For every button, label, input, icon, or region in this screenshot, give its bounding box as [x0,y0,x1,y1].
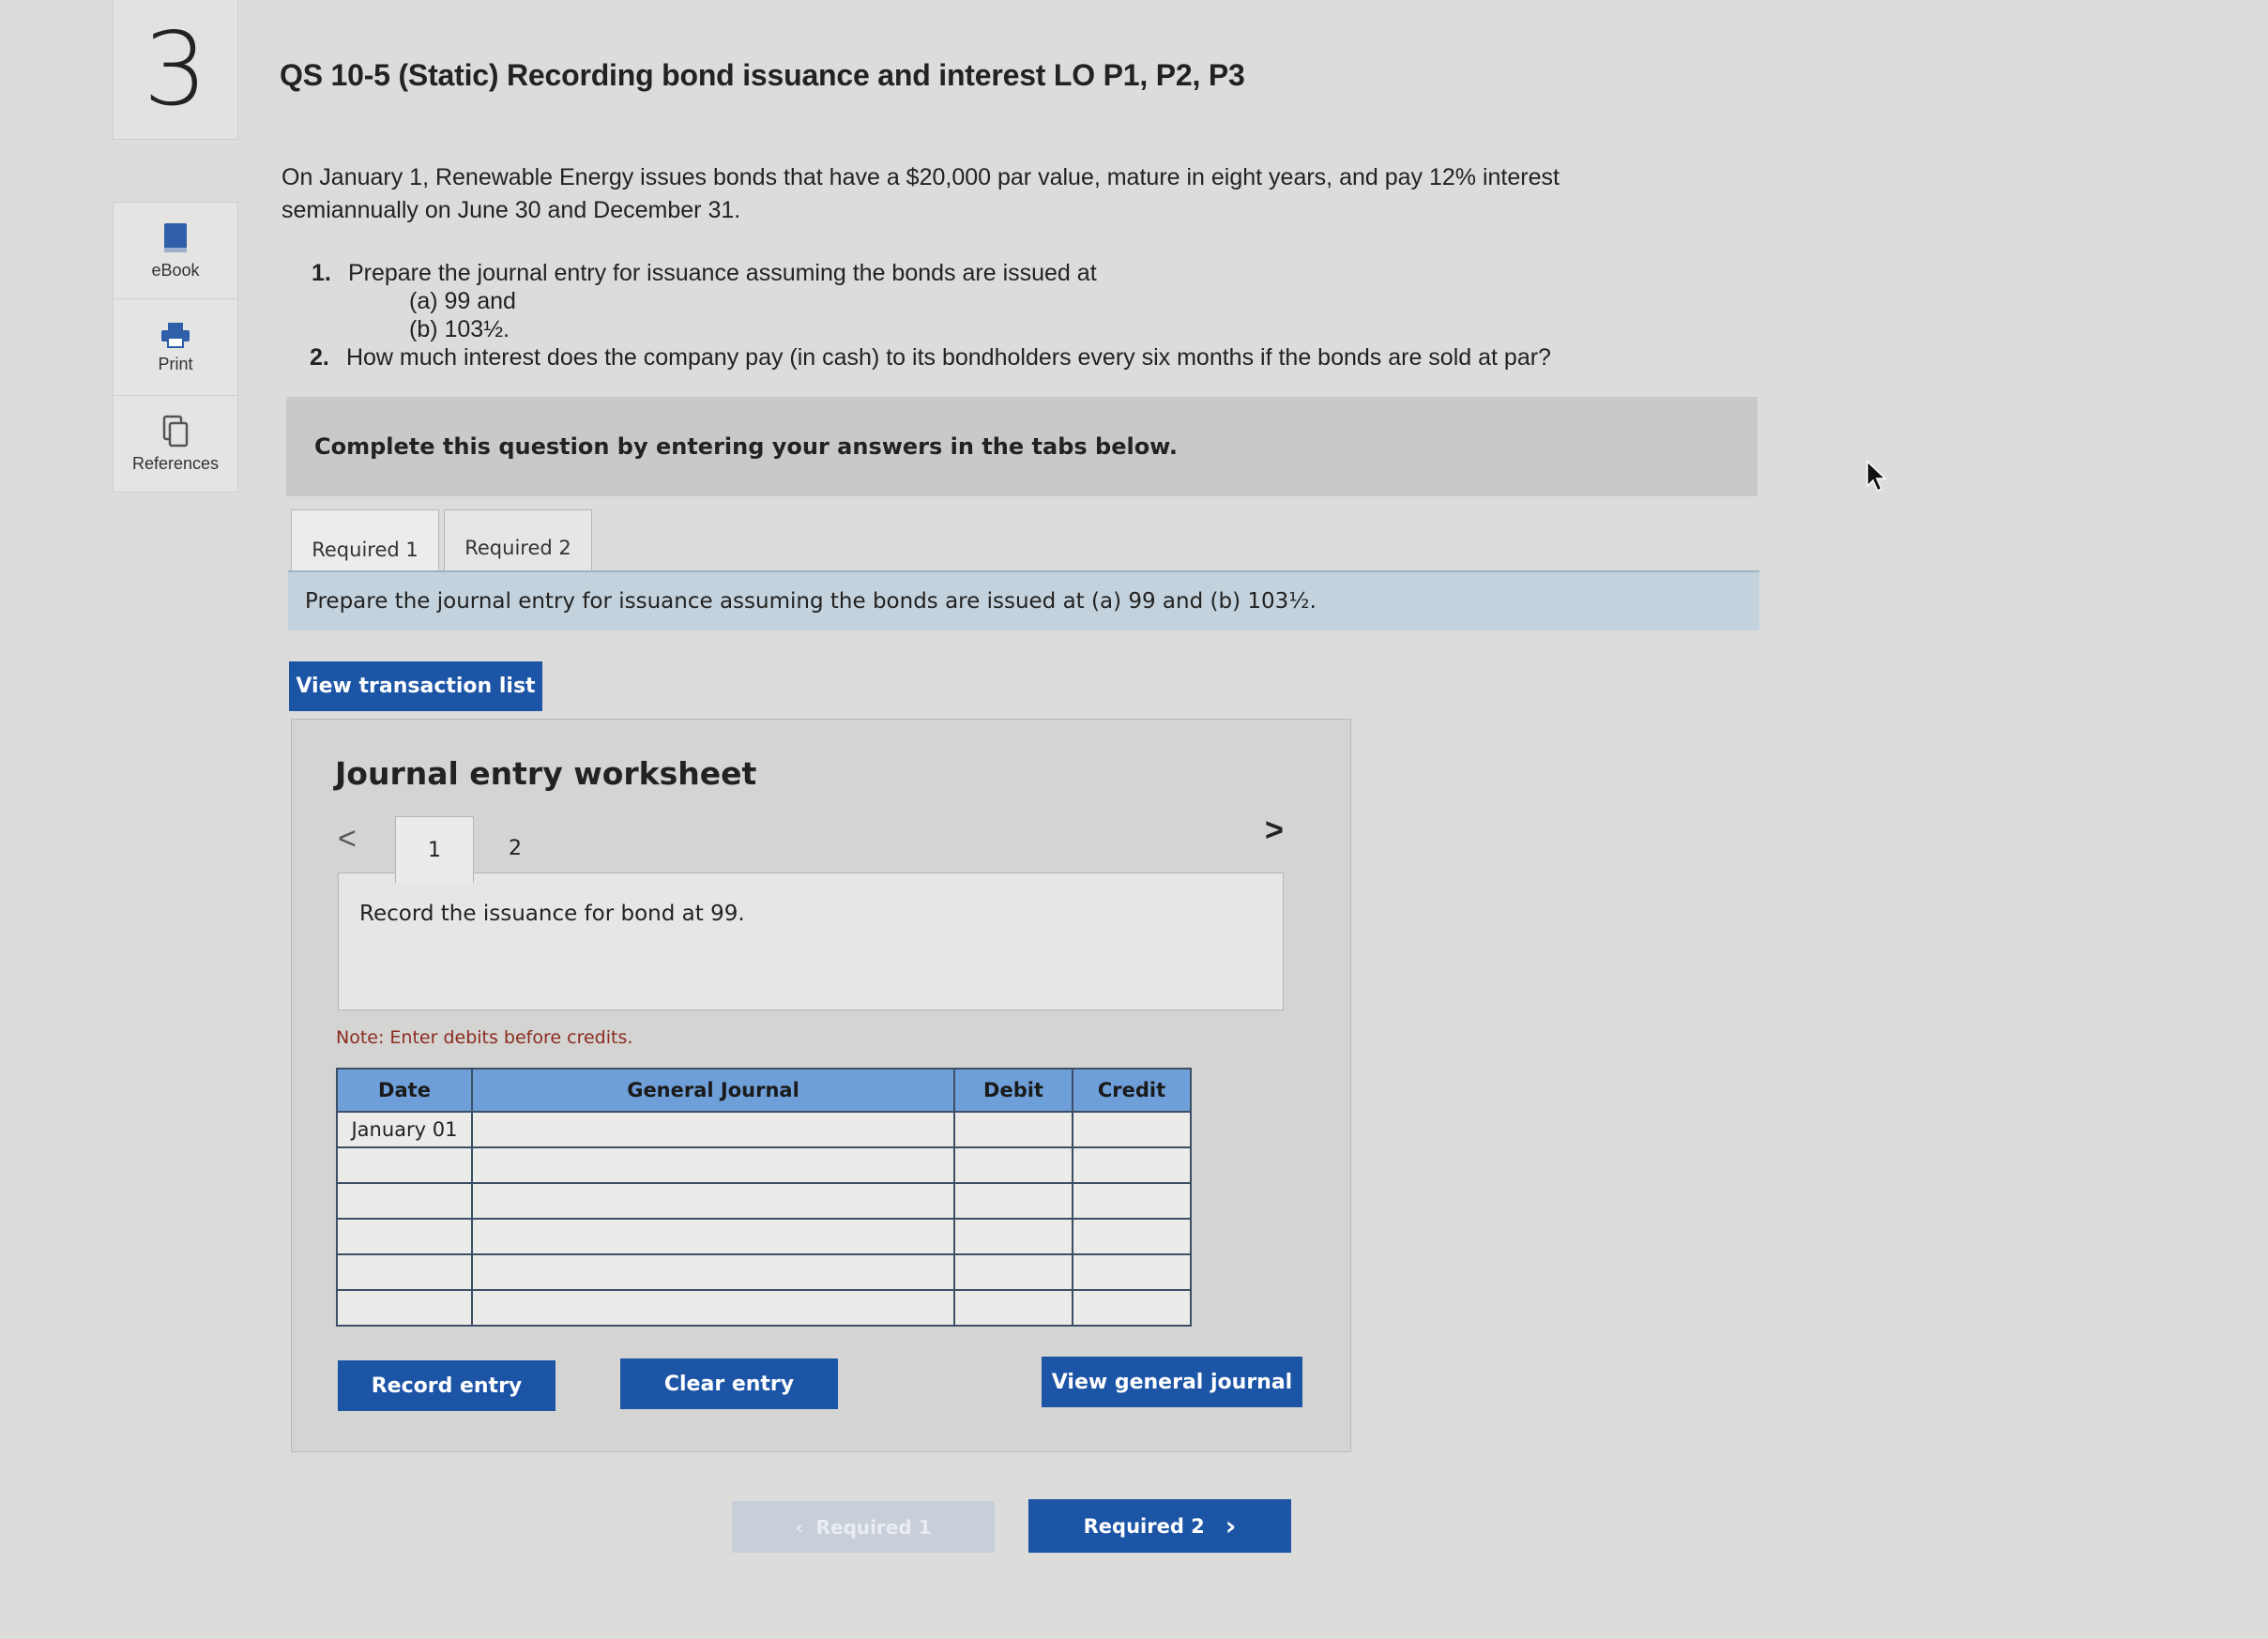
chevron-left-icon: ‹ [795,1515,803,1539]
worksheet-page-2-tab[interactable]: 2 [509,836,522,860]
date-cell[interactable] [337,1290,472,1326]
date-cell[interactable] [337,1147,472,1183]
book-icon [161,221,190,255]
next-required-button[interactable] [1028,1499,1291,1553]
mouse-cursor-icon [1865,460,1890,493]
next-required-label: Required 2 [1083,1514,1205,1538]
list-text: How much interest does the company pay (in cash) to its bondholders every six months if the bonds are sold at par? [345,344,1551,371]
debit-cell[interactable] [954,1147,1073,1183]
tab-required-2[interactable]: Required 2 [444,509,592,585]
account-cell[interactable] [472,1147,954,1183]
debit-cell[interactable] [954,1219,1073,1254]
list-text: Prepare the journal entry for issuance assuming the bonds are issued at [347,260,1097,286]
table-row [337,1112,1191,1147]
column-header-credit: Credit [1073,1069,1191,1112]
account-cell[interactable] [472,1112,954,1147]
date-cell[interactable] [337,1219,472,1254]
credit-cell[interactable] [1073,1219,1191,1254]
debit-cell[interactable] [954,1112,1073,1147]
list-subitem: (b) 103½. [409,316,510,342]
column-header-date: Date [337,1069,472,1112]
record-entry-button[interactable]: Record entry [338,1360,556,1411]
documents-icon [160,415,190,448]
instruction-banner [286,397,1758,496]
problem-intro: On January 1, Renewable Energy issues bonds that have a $20,000 par value, mature in eight years, and pay 12% interest semiannually on June 30 and December 31. [282,164,1560,223]
debit-cell[interactable] [954,1290,1073,1326]
chevron-right-icon[interactable]: > [1265,812,1284,848]
list-number: 2. [310,344,329,371]
page-title: QS 10-5 (Static) Recording bond issuance and interest LO P1, P2, P3 [280,58,1245,92]
account-cell[interactable] [472,1290,954,1326]
question-list [312,259,1551,372]
column-header-general-journal: General Journal [472,1069,954,1112]
debit-cell[interactable] [954,1254,1073,1290]
question-number: 3 [113,0,238,140]
account-cell[interactable] [472,1183,954,1219]
sidebar-tools [113,202,238,493]
previous-required-button[interactable] [732,1501,995,1553]
credit-cell[interactable] [1073,1112,1191,1147]
credit-cell[interactable] [1073,1254,1191,1290]
list-item [312,259,1551,287]
clear-entry-button[interactable]: Clear entry [620,1358,838,1409]
date-cell[interactable]: January 01 [337,1112,472,1147]
worksheet-page-1-tab[interactable]: 1 [395,816,474,883]
credit-cell[interactable] [1073,1290,1191,1326]
table-row [337,1254,1191,1290]
account-cell[interactable] [472,1254,954,1290]
column-header-debit: Debit [954,1069,1073,1112]
tab-instruction [288,570,1759,630]
list-number: 1. [312,260,331,286]
table-row [337,1290,1191,1326]
credit-cell[interactable] [1073,1147,1191,1183]
account-cell[interactable] [472,1219,954,1254]
list-item [310,343,1551,372]
credit-cell[interactable] [1073,1183,1191,1219]
table-row [337,1183,1191,1219]
chevron-left-icon[interactable]: < [338,821,357,857]
journal-table [336,1068,1192,1327]
list-subitem: (a) 99 and [409,288,516,314]
sidebar-item-label: References [131,453,220,473]
sidebar-item-label: Print [158,354,193,373]
view-general-journal-button[interactable]: View general journal [1042,1357,1302,1407]
instruction-text: Prepare the journal entry for issuance assuming the bonds are issued at (a) 99 and (b) 103½. [305,589,1317,614]
table-row [337,1219,1191,1254]
banner-text: Complete this question by entering your answers in the tabs below. [314,433,1178,460]
sidebar-item-ebook[interactable] [114,203,237,299]
previous-required-label: Required 1 [815,1515,932,1539]
worksheet-title: Journal entry worksheet [335,755,757,792]
table-row [337,1147,1191,1183]
chevron-right-icon: › [1225,1510,1237,1541]
view-transaction-list-button[interactable]: View transaction list [289,661,542,711]
date-cell[interactable] [337,1183,472,1219]
tab-required-1[interactable]: Required 1 [291,509,439,588]
sidebar-item-print[interactable] [114,299,237,396]
worksheet-description-box [338,873,1284,1010]
date-cell[interactable] [337,1254,472,1290]
worksheet-description: Record the issuance for bond at 99. [359,902,745,926]
table-header-row [337,1069,1191,1112]
debit-cell[interactable] [954,1183,1073,1219]
entry-note: Note: Enter debits before credits. [336,1027,633,1048]
sidebar-item-references[interactable] [114,396,237,492]
printer-icon [160,321,191,349]
sidebar-item-label: eBook [151,260,200,280]
